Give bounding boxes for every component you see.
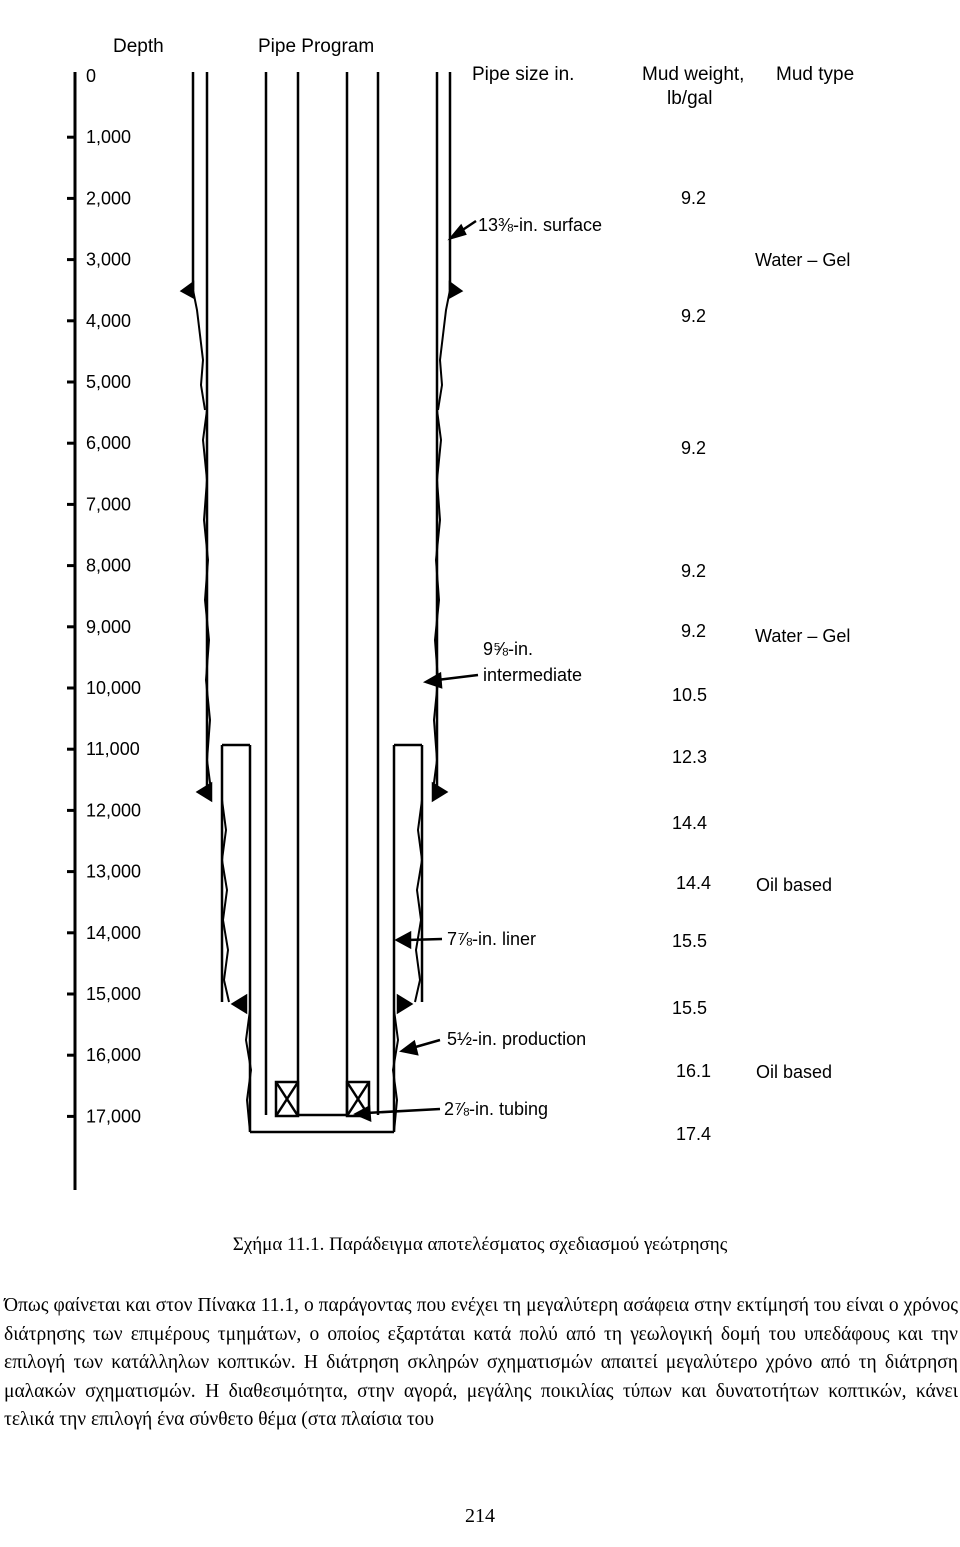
arrow-tubing bbox=[356, 1107, 370, 1120]
mud-weight-value: 16.1 bbox=[676, 1061, 712, 1081]
mud-weight-unit: lb/gal bbox=[667, 88, 713, 109]
callout-arrows bbox=[356, 221, 478, 1120]
mud-type-value: Oil based bbox=[756, 1062, 833, 1082]
pipe-size-header: Pipe size in. bbox=[472, 64, 575, 85]
mud-weight-value: 15.5 bbox=[672, 998, 708, 1018]
arrow-production bbox=[402, 1042, 417, 1054]
depth-tick-label: 8,000 bbox=[86, 555, 132, 576]
mud-weight-value: 15.5 bbox=[672, 931, 708, 951]
pipe-program-drawing bbox=[182, 72, 461, 1132]
arrow-intermediate bbox=[426, 674, 441, 687]
depth-tick-label: 17,000 bbox=[86, 1106, 142, 1127]
mud-type-value: Water – Gel bbox=[755, 250, 851, 270]
surface-cement-right bbox=[438, 290, 450, 410]
surface-casing-label: 13⅜-in. surface bbox=[478, 215, 603, 235]
intermediate-shoe-left bbox=[198, 784, 211, 800]
surface-cement-left bbox=[193, 290, 205, 410]
page-number: 214 bbox=[465, 1505, 495, 1527]
depth-tick-label: 9,000 bbox=[86, 616, 132, 637]
depth-tick-label: 4,000 bbox=[86, 310, 132, 331]
tubing-label: 2⅞-in. tubing bbox=[444, 1099, 549, 1119]
body-paragraph: Όπως φαίνεται και στον Πίνακα 11.1, ο παράγοντας που ενέχει τη μεγαλύτερη ασάφεια στην εκτίμησή του είναι ο χρόνος διάτρησης των επιμέρους τμημάτων, ο οποίος εξαρτάται κατά πολύ από τη γεωλογική δομή του υπεδάφους και την επιλογή των κατάλληλων κοπτικών. Η διάτρηση σκληρών σχηματισμών απαιτεί μεγαλύτερο χρόνο από τη διάτρηση μαλακών σχηματισμών. Η διαθεσιμότητα, στην αγορά, μεγάλης ποικιλίας τύπων και δυνατοτήτων κοπτικών, κάνει τελικά την επιλογή ένα σύνθετο θέμα (στα πλαίσια του bbox=[4, 1295, 958, 1431]
depth-axis bbox=[67, 66, 141, 1126]
depth-tick-label: 15,000 bbox=[86, 984, 142, 1004]
intermediate-shoe-right bbox=[433, 784, 446, 800]
depth-header: Depth bbox=[113, 36, 164, 57]
mud-type-value: Oil based bbox=[756, 875, 833, 895]
mud-weight-header: Mud weight, bbox=[642, 64, 745, 85]
intermediate-casing-label-1: 9⅝-in. bbox=[483, 639, 534, 659]
mud-weight-value: 9.2 bbox=[681, 438, 707, 458]
mud-type-header: Mud type bbox=[776, 64, 855, 85]
liner-shoe-right bbox=[398, 996, 411, 1012]
depth-tick-label: 11,000 bbox=[86, 739, 140, 760]
surface-shoe-left bbox=[182, 283, 193, 297]
mud-weight-value: 17.4 bbox=[676, 1124, 712, 1144]
depth-tick-label: 0 bbox=[86, 66, 97, 86]
mud-weight-value: 10.5 bbox=[672, 685, 708, 705]
depth-tick-label: 10,000 bbox=[86, 678, 142, 698]
depth-tick-label: 3,000 bbox=[86, 249, 132, 270]
mud-weight-value: 12.3 bbox=[672, 747, 708, 767]
depth-tick-label: 6,000 bbox=[86, 433, 132, 454]
depth-tick-label: 1,000 bbox=[86, 127, 132, 148]
depth-tick-label: 2,000 bbox=[86, 188, 132, 209]
pipe-program-header: Pipe Program bbox=[258, 36, 375, 57]
depth-tick-label: 14,000 bbox=[86, 922, 142, 943]
mud-weight-value: 9.2 bbox=[681, 561, 707, 581]
depth-tick-label: 16,000 bbox=[86, 1045, 142, 1066]
depth-tick-label: 12,000 bbox=[86, 800, 142, 821]
mud-weight-value: 9.2 bbox=[681, 188, 707, 208]
surface-shoe-right bbox=[450, 283, 461, 297]
mud-weight-value: 14.4 bbox=[672, 813, 708, 833]
depth-tick-label: 7,000 bbox=[86, 494, 132, 515]
liner-label: 7⅞-in. liner bbox=[447, 929, 537, 949]
depth-tick-label: 5,000 bbox=[86, 372, 132, 392]
mud-weight-value: 9.2 bbox=[681, 306, 707, 326]
production-casing-label: 5½-in. production bbox=[447, 1029, 587, 1049]
intermediate-casing-label-2: intermediate bbox=[483, 665, 583, 685]
mud-weight-value: 9.2 bbox=[681, 621, 707, 641]
depth-tick-label: 13,000 bbox=[86, 861, 142, 882]
arrow-surface bbox=[451, 226, 465, 238]
mud-type-value: Water – Gel bbox=[755, 626, 851, 646]
liner-shoe-left bbox=[233, 996, 246, 1012]
figure-caption: Σχήμα 11.1. Παράδειγμα αποτελέσματος σχεδιασμού γεώτρησης bbox=[232, 1234, 728, 1255]
mud-weight-value: 14.4 bbox=[676, 873, 712, 893]
arrow-liner bbox=[397, 933, 410, 947]
